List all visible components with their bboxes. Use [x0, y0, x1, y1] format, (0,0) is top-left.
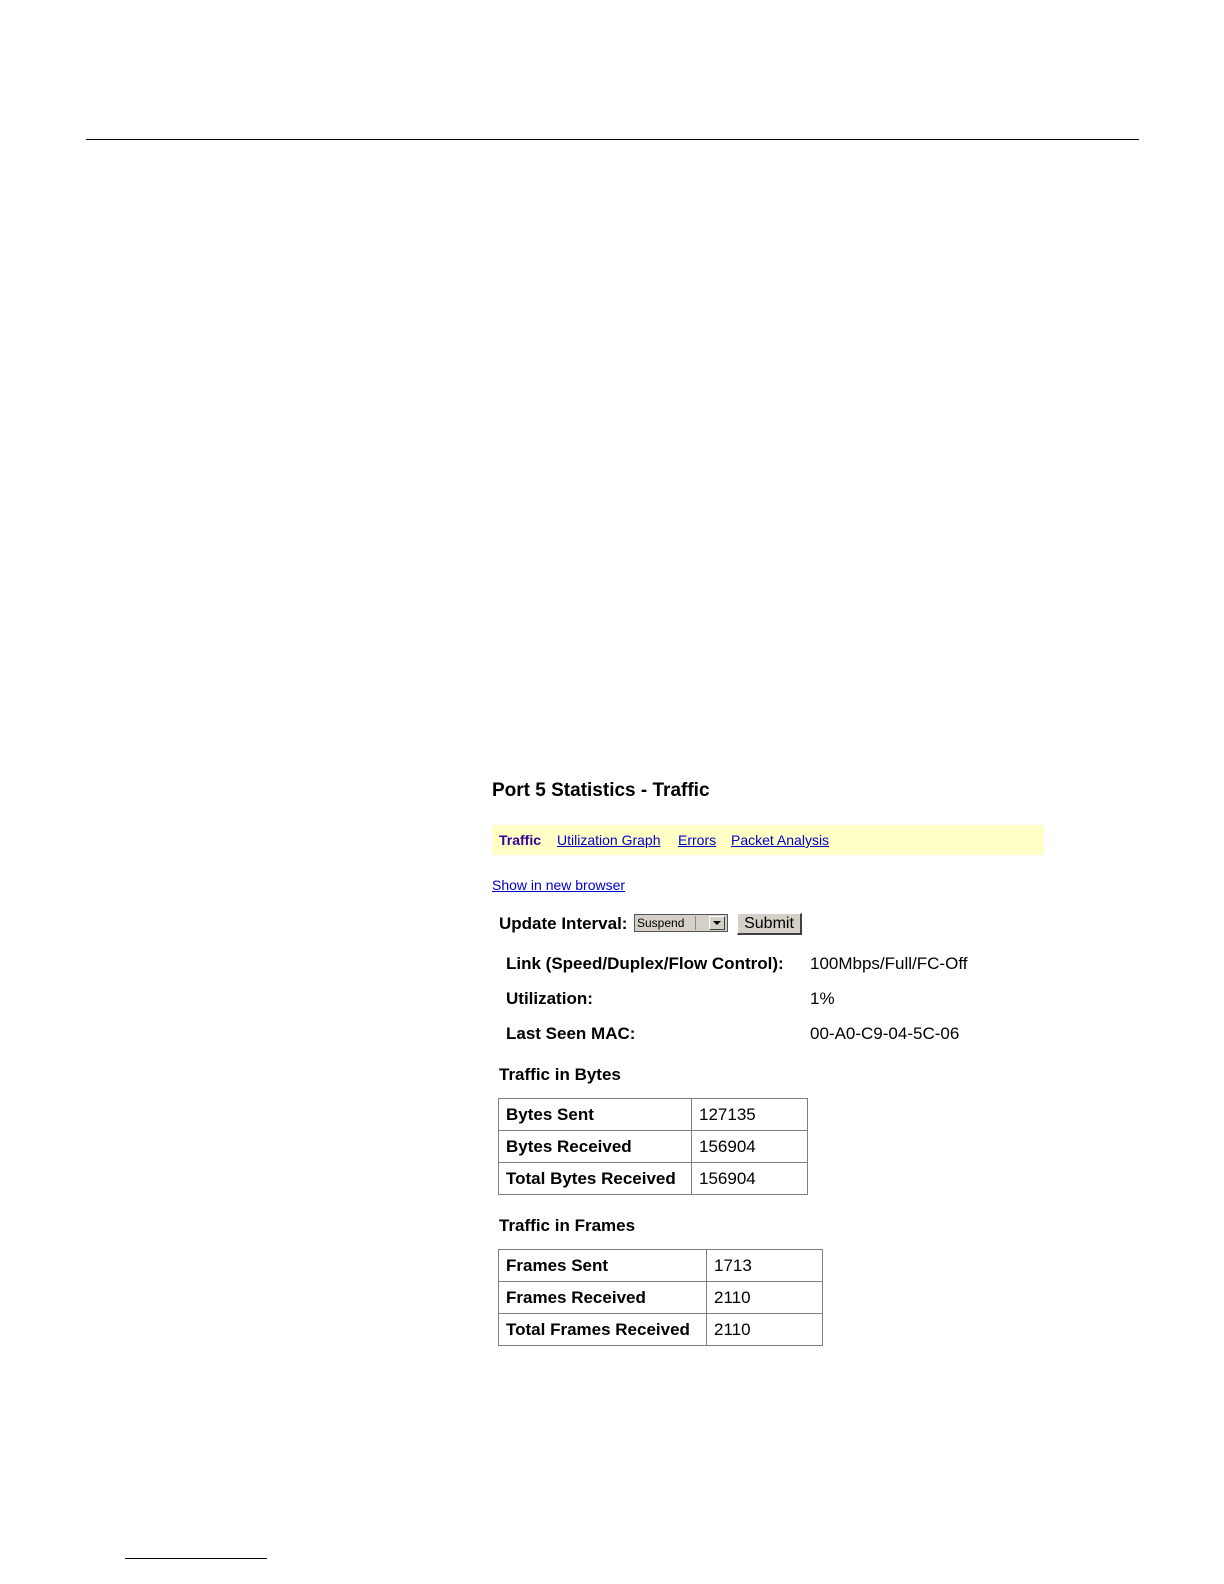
frames-sent-label: Frames Sent: [499, 1250, 707, 1282]
tab-utilization-graph[interactable]: Utilization Graph: [557, 832, 661, 848]
traffic-bytes-table: [498, 1098, 808, 1195]
bytes-sent-value: 127135: [692, 1099, 808, 1131]
table-row: [499, 1314, 823, 1346]
utilization-info-row: [506, 989, 835, 1009]
tab-errors[interactable]: Errors: [678, 832, 717, 848]
last-seen-mac-value: 00-A0-C9-04-5C-06: [810, 1024, 960, 1043]
traffic-frames-title: Traffic in Frames: [499, 1216, 636, 1235]
traffic-bytes-title: Traffic in Bytes: [499, 1065, 621, 1084]
table-row: [499, 1099, 808, 1131]
tab-packet-analysis[interactable]: Packet Analysis: [731, 832, 830, 848]
last-seen-mac-info-row: [506, 1024, 960, 1044]
show-in-new-browser-link[interactable]: Show in new browser: [492, 877, 626, 893]
table-row: [499, 1131, 808, 1163]
update-interval-label: Update Interval:: [499, 914, 628, 933]
frames-sent-value: 1713: [707, 1250, 823, 1282]
total-bytes-received-value: 156904: [692, 1163, 808, 1195]
link-info-row: [506, 954, 968, 974]
footnote-rule: [125, 1558, 267, 1559]
total-frames-received-value: 2110: [707, 1314, 823, 1346]
table-row: [499, 1282, 823, 1314]
update-interval-selected-value: Suspend: [637, 916, 685, 930]
bytes-sent-label: Bytes Sent: [499, 1099, 692, 1131]
tab-bar: [492, 825, 1044, 855]
utilization-label: Utilization:: [506, 989, 593, 1008]
total-bytes-received-label: Total Bytes Received: [499, 1163, 692, 1195]
utilization-value: 1%: [810, 989, 835, 1008]
top-rule: [86, 139, 1139, 140]
tab-traffic[interactable]: Traffic: [499, 832, 542, 848]
last-seen-mac-label: Last Seen MAC:: [506, 1024, 636, 1043]
bytes-received-label: Bytes Received: [499, 1131, 692, 1163]
table-row: [499, 1250, 823, 1282]
chevron-down-icon[interactable]: [709, 916, 725, 930]
table-row: [499, 1163, 808, 1195]
traffic-frames-table: [498, 1249, 823, 1346]
frames-received-value: 2110: [707, 1282, 823, 1314]
submit-button[interactable]: Submit: [737, 913, 802, 935]
bytes-received-value: 156904: [692, 1131, 808, 1163]
frames-received-label: Frames Received: [499, 1282, 707, 1314]
page-title: Port 5 Statistics - Traffic: [492, 780, 710, 801]
link-label: Link (Speed/Duplex/Flow Control):: [506, 954, 784, 973]
total-frames-received-label: Total Frames Received: [499, 1314, 707, 1346]
update-interval-select[interactable]: [634, 914, 728, 932]
link-value: 100Mbps/Full/FC-Off: [810, 954, 968, 973]
select-divider: [695, 916, 696, 930]
